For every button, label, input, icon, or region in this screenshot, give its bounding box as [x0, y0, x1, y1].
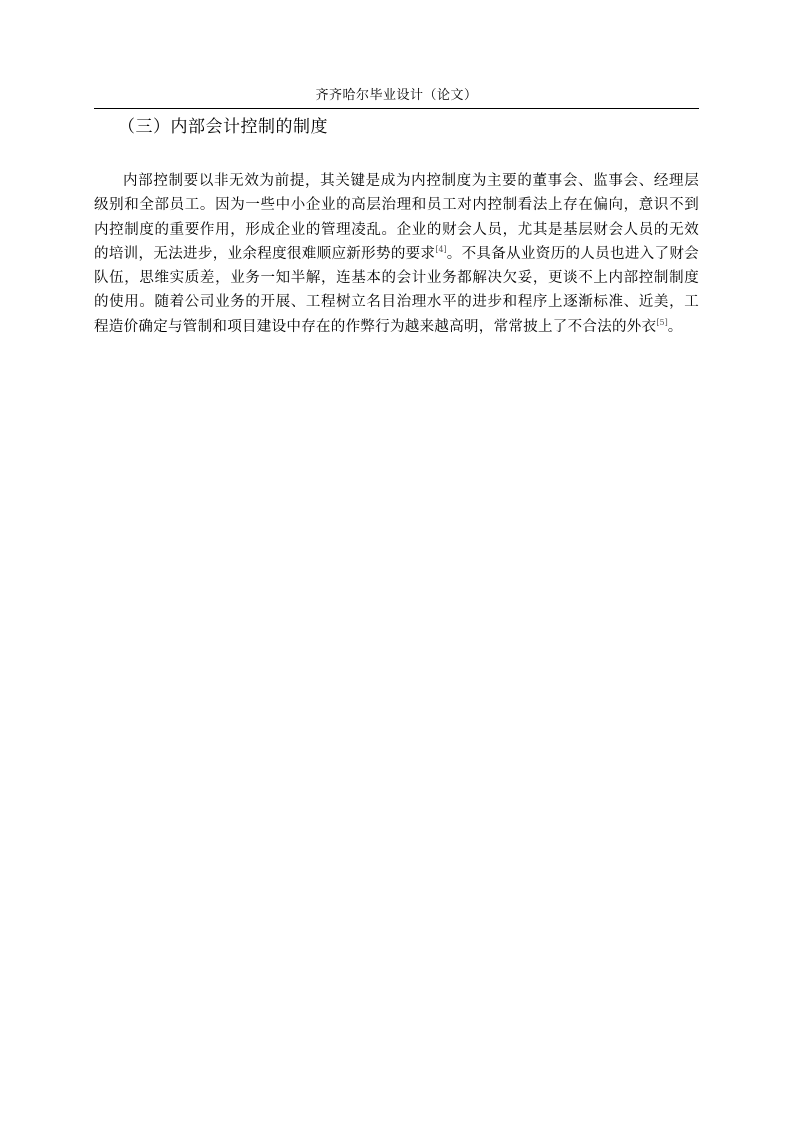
citation-5: [5]: [656, 317, 668, 327]
section-heading: （三）内部会计控制的制度: [118, 117, 328, 137]
paragraph-text-part-3: 。: [667, 318, 683, 335]
header-title: 齐齐哈尔毕业设计（论文）: [315, 88, 478, 103]
paragraph-text-part-2: 。不具备从业资历的人员也进入了财会队伍，思维实质差，业务一知半解，连基本的会计业务都解决欠妥，更谈不上内部控制制度的使用。随着公司业务的开展、工程树立名目治理水平的进步和程序上逐渐标准、近美，工程造价确定与管制和项目建设中存在的作弊行为越来越高明，常常披上了不合法的外衣: [94, 245, 699, 335]
citation-4: [4]: [435, 245, 447, 255]
paragraph-text-part-1: 内部控制要以非无效为前提，其关键是成为内控制度为主要的董事会、监事会、经理层级别和全部员工。因为一些中小企业的高层治理和员工对内控制看法上存在偏向，意识不到内控制度的重要作用，形成企业的管理凌乱。企业的财会人员，尤其是基层财会人员的无效的培训，无法进步，业余程度很难顺应新形势的要求: [94, 173, 699, 262]
page-header: [94, 86, 699, 109]
body-paragraph: [94, 169, 699, 339]
